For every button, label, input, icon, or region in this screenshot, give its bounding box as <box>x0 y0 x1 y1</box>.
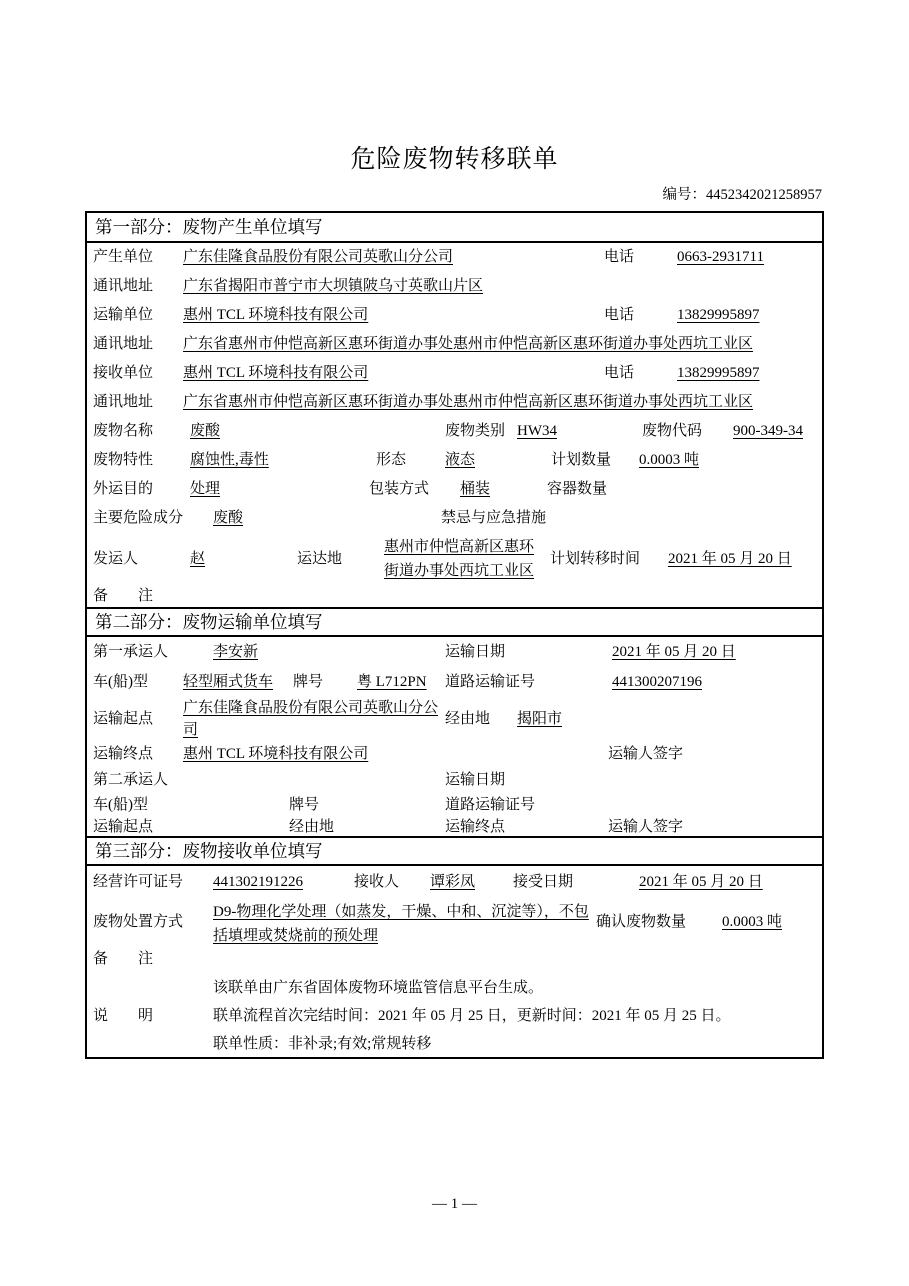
waste-character-label: 废物特性 <box>93 452 154 468</box>
section3-remark-row <box>87 946 822 972</box>
transporter-label: 运输单位 <box>93 307 154 323</box>
transporter-value: 惠州 TCL 环境科技有限公司 <box>183 307 369 323</box>
packing-value: 桶装 <box>460 481 491 497</box>
carrier-sign-label: 运输人签字 <box>608 746 684 762</box>
accept-date-value: 2021 年 05 月 20 日 <box>639 874 763 890</box>
purpose-label: 外运目的 <box>93 481 154 497</box>
first-carrier-value: 李安新 <box>213 644 259 660</box>
transport-date-value: 2021 年 05 月 20 日 <box>612 644 736 660</box>
purpose-value: 处理 <box>190 481 221 497</box>
license-value: 441302191226 <box>213 874 303 890</box>
end1-row <box>87 741 822 768</box>
consignor-value: 赵 <box>190 551 206 567</box>
waste-class-value: HW34 <box>517 423 557 439</box>
waste-name-row <box>87 417 822 446</box>
section3-remark-label: 备 注 <box>93 951 154 967</box>
producer-value: 广东佳隆食品股份有限公司英歌山分公司 <box>183 249 454 265</box>
via-value: 揭阳市 <box>517 711 563 727</box>
receiver-phone-label: 电话 <box>604 365 635 381</box>
waste-name-label: 废物名称 <box>93 423 154 439</box>
hazard-label: 主要危险成分 <box>93 510 184 526</box>
waste-code-value: 900-349-34 <box>733 423 803 439</box>
transport-date2-label: 运输日期 <box>445 772 506 788</box>
accept-date-label: 接受日期 <box>513 874 574 890</box>
purpose-row <box>87 475 822 504</box>
form-value: 液态 <box>445 452 476 468</box>
transporter-address-row <box>87 330 822 359</box>
plan-qty-label: 计划数量 <box>551 452 612 468</box>
section3-header: 第三部分：废物接收单位填写 <box>87 836 822 866</box>
transporter-phone-value: 13829995897 <box>677 307 760 323</box>
plan-qty-value: 0.0003 吨 <box>639 452 700 468</box>
receiver-phone-value: 13829995897 <box>677 365 760 381</box>
consignor-label: 发运人 <box>93 551 139 567</box>
road-cert-value: 441300207196 <box>612 674 702 690</box>
road-cert2-label: 道路运输证号 <box>445 797 536 813</box>
doc-number-label: 编号： <box>662 187 706 203</box>
section1-header: 第一部分：废物产生单位填写 <box>87 213 822 243</box>
consignor-row <box>87 533 822 585</box>
note-line-3: 联单性质：非补录;有效;常规转移 <box>213 1036 432 1052</box>
disposal-row <box>87 898 822 946</box>
disposal-value: D9-物理化学处理（如蒸发，干燥、中和、沉淀等），不包括填埋或焚烧前的预处理 <box>213 904 589 944</box>
license-row <box>87 866 822 898</box>
road-cert-label: 道路运输证号 <box>445 674 536 690</box>
vehicle-type-value: 轻型厢式货车 <box>183 674 274 690</box>
end-value: 惠州 TCL 环境科技有限公司 <box>183 746 369 762</box>
note-line-1: 该联单由广东省固体废物环境监管信息平台生成。 <box>213 980 544 996</box>
end-label: 运输终点 <box>93 746 154 762</box>
receiver-value: 惠州 TCL 环境科技有限公司 <box>183 365 369 381</box>
page-number: — 1 — <box>432 1196 477 1212</box>
destination-label: 运达地 <box>297 551 343 567</box>
carrier-sign2-label: 运输人签字 <box>608 819 684 835</box>
section1-remark-label: 备 注 <box>93 588 154 604</box>
plate2-label: 牌号 <box>289 797 320 813</box>
producer-address-row <box>87 272 822 301</box>
license-label: 经营许可证号 <box>93 874 184 890</box>
recipient-value: 谭彩凤 <box>430 874 476 890</box>
origin2-label: 运输起点 <box>93 819 154 835</box>
notes-label: 说 明 <box>93 1008 154 1024</box>
receiver-label: 接收单位 <box>93 365 154 381</box>
first-carrier-row <box>87 637 822 667</box>
origin1-row <box>87 697 822 741</box>
via-label: 经由地 <box>445 711 491 727</box>
doc-number-value: 4452342021258957 <box>706 187 822 203</box>
plate-value: 粤 L712PN <box>357 674 427 690</box>
receiver-address-row <box>87 388 822 417</box>
receiver-address-label: 通讯地址 <box>93 394 154 410</box>
first-carrier-label: 第一承运人 <box>93 644 169 660</box>
waste-character-row <box>87 446 822 475</box>
producer-address-value: 广东省揭阳市普宁市大坝镇陂乌寸英歌山片区 <box>183 278 484 294</box>
producer-label: 产生单位 <box>93 249 154 265</box>
second-carrier-row <box>87 768 822 793</box>
form-label: 形态 <box>376 452 407 468</box>
plan-time-value: 2021 年 05 月 20 日 <box>668 551 792 567</box>
hazard-value: 废酸 <box>213 510 244 526</box>
transporter-phone-label: 电话 <box>604 307 635 323</box>
container-qty-label: 容器数量 <box>547 481 608 497</box>
producer-phone-value: 0663-2931711 <box>677 249 764 265</box>
end2-label: 运输终点 <box>445 819 506 835</box>
hazard-row <box>87 504 822 533</box>
recipient-label: 接收人 <box>354 874 400 890</box>
transporter-address-value: 广东省惠州市仲恺高新区惠环街道办事处惠州市仲恺高新区惠环街道办事处西坑工业区 <box>183 336 754 352</box>
via2-label: 经由地 <box>289 819 335 835</box>
origin2-row <box>87 818 822 836</box>
producer-address-label: 通讯地址 <box>93 278 154 294</box>
origin-label: 运输起点 <box>93 711 154 727</box>
vehicle2-row <box>87 793 822 818</box>
notes-row <box>87 972 822 1057</box>
vehicle-type-label: 车(船)型 <box>93 674 148 690</box>
transporter-row <box>87 301 822 330</box>
producer-row <box>87 243 822 272</box>
origin-value: 广东佳隆食品股份有限公司英歌山分公司 <box>183 700 439 738</box>
waste-character-value: 腐蚀性,毒性 <box>190 452 269 468</box>
receiver-address-value: 广东省惠州市仲恺高新区惠环街道办事处惠州市仲恺高新区惠环街道办事处西坑工业区 <box>183 394 754 410</box>
note-line-2: 联单流程首次完结时间：2021 年 05 月 25 日，更新时间：2021 年 05 月 25 日。 <box>213 1008 731 1024</box>
second-carrier-label: 第二承运人 <box>93 772 169 788</box>
waste-name-value: 废酸 <box>190 423 221 439</box>
manifest-table <box>85 211 824 1059</box>
transporter-address-label: 通讯地址 <box>93 336 154 352</box>
packing-label: 包装方式 <box>369 481 430 497</box>
confirm-qty-value: 0.0003 吨 <box>722 914 783 930</box>
waste-class-label: 废物类别 <box>445 423 506 439</box>
waste-code-label: 废物代码 <box>642 423 703 439</box>
section2-header: 第二部分：废物运输单位填写 <box>87 607 822 637</box>
plan-time-label: 计划转移时间 <box>550 551 641 567</box>
section1-remark-row <box>87 585 822 607</box>
transport-date-label: 运输日期 <box>445 644 506 660</box>
disposal-label: 废物处置方式 <box>93 914 184 930</box>
producer-phone-label: 电话 <box>604 249 635 265</box>
plate-label: 牌号 <box>293 674 324 690</box>
doc-number-row <box>85 183 822 204</box>
destination-value: 惠州市仲恺高新区惠环街道办事处西坑工业区 <box>384 539 535 579</box>
vehicle1-row <box>87 667 822 697</box>
vehicle-type2-label: 车(船)型 <box>93 797 148 813</box>
document-title: 危险废物转移联单 <box>350 146 559 173</box>
emergency-label: 禁忌与应急措施 <box>441 510 547 526</box>
receiver-row <box>87 359 822 388</box>
confirm-qty-label: 确认废物数量 <box>596 914 687 930</box>
